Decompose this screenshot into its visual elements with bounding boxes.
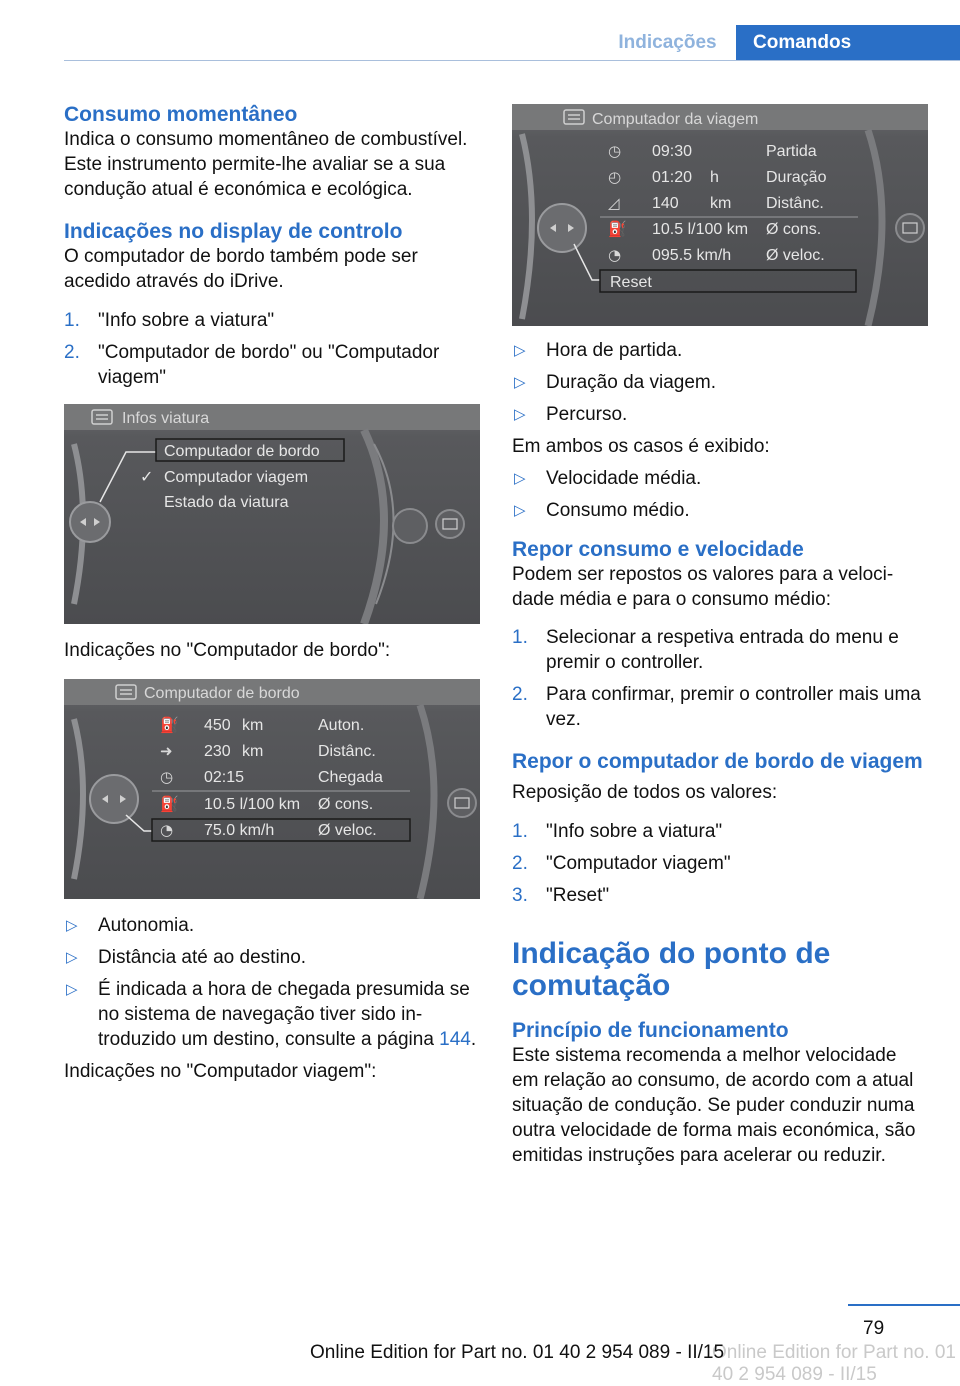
list-item	[512, 498, 928, 523]
stopwatch-icon: ◴	[608, 168, 622, 186]
bullet-triangle-icon: ▷	[514, 374, 526, 391]
item-text: É indicada a hora de chegada presumida se no sistema de navegação tiver sido introduzido um destino, consulte a página	[98, 979, 470, 1050]
label-velocidade: Ø veloc.	[766, 247, 825, 264]
controller-icon	[90, 775, 138, 823]
list-item	[512, 682, 928, 732]
label-partida: Partida	[766, 143, 817, 160]
menu-item[interactable]: Computador de bordo	[164, 443, 320, 460]
destination-icon: ➜	[160, 742, 173, 760]
bullet-triangle-icon: ▷	[66, 981, 78, 998]
label-distancia: Distânc.	[318, 743, 376, 760]
unit-duracao: h	[710, 169, 719, 186]
principio-heading: Princípio de funcionamento	[512, 1019, 789, 1042]
repor-steps	[512, 625, 928, 732]
value-consumo: 10.5 l/100 km	[652, 221, 749, 238]
controller-icon	[538, 204, 586, 252]
step-number: 2.	[512, 853, 528, 874]
check-icon: ✓	[140, 467, 154, 486]
step-text: Selecionar a respetiva entrada do menu e premir o controller.	[546, 627, 899, 673]
page-number: 79	[863, 1318, 885, 1339]
screen-infos-viatura	[64, 404, 480, 624]
label-autonomia: Auton.	[318, 717, 365, 734]
fuel-icon: ⛽	[160, 795, 179, 813]
menu-item[interactable]: Estado da viatura	[164, 494, 289, 511]
value-duracao: 01:20	[652, 169, 693, 186]
display-text: O computador de bordo também pode ser acedido através do iDrive.	[64, 246, 418, 292]
speed-icon: ◔	[608, 246, 622, 264]
list-item	[512, 338, 928, 363]
settings-icon	[393, 509, 427, 543]
item-text: Autonomia.	[98, 915, 195, 936]
value-chegada: 02:15	[204, 769, 245, 786]
viagem-list	[512, 338, 928, 427]
label-distancia: Distânc.	[766, 195, 824, 212]
reset-heading: Repor o computador de bordo de viagem	[512, 750, 923, 773]
step-text: "Info sobre a viatura"	[98, 310, 275, 331]
unit-distancia: km	[710, 195, 732, 212]
step-number: 1.	[512, 821, 528, 842]
consumo-text: Indica o consumo momentâneo de combustível. Este instrumento permite-lhe avaliar se a sua condução atual é económica e ecológica.	[64, 129, 468, 200]
footer-divider	[848, 1304, 960, 1306]
step-text: "Reset"	[546, 885, 610, 906]
screen-title: Infos viatura	[122, 410, 210, 427]
value-distancia: 230	[204, 743, 231, 760]
label-duracao: Duração	[766, 169, 827, 186]
bullet-triangle-icon: ▷	[514, 470, 526, 487]
steps-list	[64, 308, 480, 390]
display-icon	[448, 789, 476, 817]
list-item	[512, 370, 928, 395]
step-text: Para confirmar, premir o controller mais uma vez.	[546, 684, 921, 730]
screen-computador-bordo	[64, 679, 480, 899]
speed-icon: ◔	[160, 821, 174, 839]
route-icon: ◿	[608, 194, 620, 212]
reset-label: Reset	[610, 274, 652, 291]
value-velocidade: 75.0 km/h	[204, 822, 275, 839]
step-number: 1.	[512, 627, 528, 648]
label-consumo: Ø cons.	[766, 221, 822, 238]
list-item	[64, 945, 480, 970]
step-number: 2.	[512, 684, 528, 705]
list-item	[512, 625, 928, 675]
right-column	[512, 104, 928, 1168]
tab-comandos[interactable]: Comandos	[736, 25, 960, 61]
watermark: Online Edition for Part no. 01 40 2 954 089 - II/15	[712, 1342, 956, 1385]
step-text: "Computador de bordo" ou "Computador viagem"	[98, 342, 440, 388]
item-text: Consumo médio.	[546, 500, 690, 521]
bullet-triangle-icon: ▷	[66, 917, 78, 934]
list-item	[512, 402, 928, 427]
value-velocidade: 095.5 km/h	[652, 247, 732, 264]
value-distancia: 140	[652, 195, 679, 212]
list-item	[64, 308, 480, 333]
list-item	[512, 466, 928, 491]
item-text: Velocidade média.	[546, 468, 702, 489]
item-text: Duração da viagem.	[546, 372, 717, 393]
principio-text: Este sistema recomenda a melhor velocidade em relação ao consumo, de acordo com a atual situação de condução. Se puder conduzir numa outra velocidade de forma mais económica, são emitidas instruções para acelerar ou reduzir.	[512, 1045, 916, 1166]
item-text: Distância até ao destino.	[98, 947, 307, 968]
fuel-icon: ⛽	[160, 716, 179, 734]
bullet-triangle-icon: ▷	[514, 406, 526, 423]
reset-steps	[512, 819, 928, 908]
list-item	[64, 913, 480, 938]
controller-icon	[70, 502, 110, 542]
bullet-triangle-icon: ▷	[514, 342, 526, 359]
list-item	[512, 819, 928, 844]
list-item	[64, 340, 480, 390]
step-number: 1.	[64, 310, 80, 331]
display-icon	[436, 510, 464, 538]
item-text: Hora de partida.	[546, 340, 683, 361]
bullet-triangle-icon: ▷	[514, 502, 526, 519]
screen-computador-viagem	[512, 104, 928, 326]
unit-autonomia: km	[242, 717, 264, 734]
screen-title: Computador de bordo	[144, 685, 300, 702]
display-heading: Indicações no display de controlo	[64, 220, 403, 243]
value-partida: 09:30	[652, 143, 693, 160]
ponto-heading: Indicação do ponto de comutação	[512, 937, 831, 1002]
display-icon	[896, 214, 924, 242]
bordo-intro: Indicações no "Computador de bordo":	[64, 640, 391, 661]
fuel-icon: ⛽	[608, 220, 627, 238]
value-consumo: 10.5 l/100 km	[204, 796, 301, 813]
list-item	[512, 851, 928, 876]
label-consumo: Ø cons.	[318, 796, 374, 813]
label-velocidade: Ø veloc.	[318, 822, 377, 839]
repor-heading: Repor consumo e velocidade	[512, 538, 804, 561]
item-text-end: .	[470, 1029, 477, 1050]
menu-item[interactable]: Computador viagem	[164, 469, 309, 486]
clock-icon: ◷	[160, 768, 174, 786]
consumo-heading: Consumo momentâneo	[64, 103, 298, 126]
header-divider	[64, 60, 960, 61]
screen-title: Computador da viagem	[592, 111, 759, 128]
reset-text: Reposição de todos os valores:	[512, 782, 778, 803]
ambos-text: Em ambos os casos é exibido:	[512, 436, 770, 457]
unit-distancia: km	[242, 743, 264, 760]
bordo-list	[64, 913, 480, 1052]
ambos-list	[512, 466, 928, 523]
clock-icon: ◷	[608, 142, 622, 160]
step-number: 2.	[64, 342, 80, 363]
step-text: "Computador viagem"	[546, 853, 731, 874]
tab-indicacoes[interactable]: Indicações	[618, 32, 717, 53]
step-text: "Info sobre a viatura"	[546, 821, 723, 842]
list-item	[512, 883, 928, 908]
viagem-intro: Indicações no "Computador viagem":	[64, 1061, 377, 1082]
page-link[interactable]: 144	[439, 1029, 471, 1050]
left-column	[64, 102, 480, 1084]
step-number: 3.	[512, 885, 528, 906]
bullet-triangle-icon: ▷	[66, 949, 78, 966]
repor-text: Podem ser repostos os valores para a velocidade média e para o consumo médio:	[512, 564, 894, 610]
edition-text: Online Edition for Part no. 01 40 2 954 089 - II/15	[310, 1342, 725, 1363]
item-text: Percurso.	[546, 404, 628, 425]
list-item	[64, 977, 480, 1052]
value-autonomia: 450	[204, 717, 231, 734]
label-chegada: Chegada	[318, 769, 383, 786]
